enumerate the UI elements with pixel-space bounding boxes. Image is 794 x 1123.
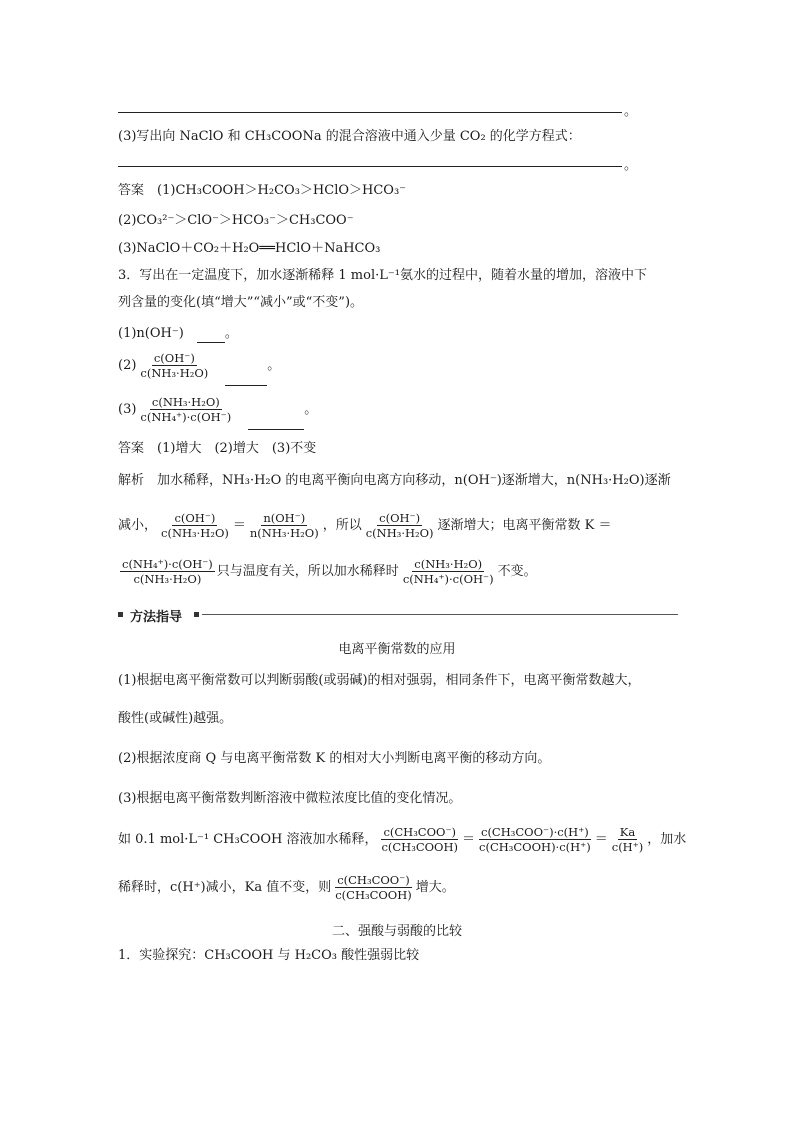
numerator: c(OH⁻) xyxy=(153,351,195,365)
sub-question-1 xyxy=(118,325,238,343)
answer-line-1 xyxy=(118,182,406,200)
fraction xyxy=(610,825,646,854)
fraction xyxy=(138,395,233,424)
sub-question-2 xyxy=(118,346,280,386)
denominator: c(NH₄⁺)·c(OH⁻) xyxy=(140,410,232,424)
method-paragraph-1-line-1: (1)根据电离平衡常数可以判断弱酸(或弱碱)的相对强弱，相同条件下，电离平衡常数越大， xyxy=(118,673,641,688)
denominator: n(NH₃·H₂O) xyxy=(249,526,319,540)
period-mark: 。 xyxy=(267,358,281,373)
numerator: c(CH₃COO⁻) xyxy=(383,825,457,839)
method-example-text: 如 0.1 mol·L⁻¹ CH₃COOH 溶液加水稀释， xyxy=(118,832,378,847)
denominator: c(H⁺) xyxy=(611,840,644,854)
answer-blank-line-1 xyxy=(118,112,622,113)
equals-sign: ＝ xyxy=(232,518,246,533)
analysis-label: 解析 xyxy=(118,473,145,488)
method-example-text: 增大。 xyxy=(415,880,455,895)
equals-sign: ＝ xyxy=(594,832,608,847)
denominator: c(NH₄⁺)·c(OH⁻) xyxy=(402,572,494,586)
fraction xyxy=(477,825,593,854)
answer-2 xyxy=(118,440,316,458)
answer-text: (1)增大 (2)增大 (3)不变 xyxy=(157,441,317,456)
sub-question-1-text: (1)n(OH⁻) xyxy=(118,326,184,341)
analysis-line-3 xyxy=(118,552,537,592)
numerator: c(NH₃·H₂O) xyxy=(151,395,220,409)
denominator: c(CH₃COOH) xyxy=(381,840,458,854)
period-mark: 。 xyxy=(624,158,638,173)
fraction xyxy=(379,825,460,854)
denominator: c(NH₃·H₂O) xyxy=(365,526,434,540)
method-paragraph-1-line-2: 酸性(或碱性)越强。 xyxy=(118,711,233,726)
fill-blank xyxy=(225,373,267,386)
numerator: c(OH⁻) xyxy=(174,511,216,525)
analysis-line-1 xyxy=(118,472,671,490)
method-paragraph-2: (2)根据浓度商 Q 与电离平衡常数 K 的相对大小判断电离平衡的移动方向。 xyxy=(118,751,551,766)
fraction xyxy=(401,557,496,586)
fill-blank xyxy=(197,330,225,343)
answer-line-2: (2)CO₃²⁻＞ClO⁻＞HCO₃⁻＞CH₃COO⁻ xyxy=(118,213,354,228)
period-mark: 。 xyxy=(304,402,318,417)
method-guide-header xyxy=(118,606,678,624)
fraction xyxy=(364,511,436,540)
analysis-text: 不变。 xyxy=(497,564,537,579)
method-example-line-1 xyxy=(118,820,686,860)
period-mark: 。 xyxy=(224,326,238,341)
sub-question-2-prefix: (2) xyxy=(118,358,137,373)
numerator: c(NH₄⁺)·c(OH⁻) xyxy=(122,557,213,571)
method-title: 电离平衡常数的应用 xyxy=(338,642,456,657)
numerator: c(CH₃COO⁻)·c(H⁺) xyxy=(481,825,589,839)
experiment-title: 1．实验探究：CH₃COOH 与 H₂CO₃ 酸性强弱比较 xyxy=(118,948,420,963)
method-example-line-2 xyxy=(118,868,455,908)
answer-label: 答案 xyxy=(118,183,145,198)
fraction xyxy=(159,511,231,540)
answer-label: 答案 xyxy=(118,441,145,456)
sub-question-3 xyxy=(118,390,317,430)
fraction xyxy=(333,873,414,902)
equals-sign: ＝ xyxy=(462,832,476,847)
method-paragraph-3: (3)根据电离平衡常数判断溶液中微粒浓度比值的变化情况。 xyxy=(118,791,462,806)
denominator: c(CH₃COOH)·c(H⁺) xyxy=(479,840,591,854)
answer-blank-line-2 xyxy=(118,166,622,167)
square-bullet-icon xyxy=(118,612,123,617)
numerator: c(CH₃COO⁻) xyxy=(337,873,410,887)
fraction xyxy=(138,351,210,380)
period-mark: 。 xyxy=(624,104,638,119)
analysis-text: 只与温度有关，所以加水稀释时 xyxy=(216,564,399,579)
question-stem-line-2: 列含量的变化(填“增大”“减小”或“不变”)。 xyxy=(118,295,364,310)
denominator: c(NH₃·H₂O) xyxy=(133,572,202,586)
question-stem-line-1: 3．写出在一定温度下，加水逐渐稀释 1 mol·L⁻¹氨水的过程中，随着水量的增加，溶液中下 xyxy=(118,268,647,283)
numerator: n(OH⁻) xyxy=(263,511,306,525)
denominator: c(NH₃·H₂O) xyxy=(140,366,209,380)
analysis-text: 减小， xyxy=(118,518,158,533)
answer-line-3: (3)NaClO＋CO₂＋H₂O══HClO＋NaHCO₃ xyxy=(118,241,381,256)
numerator: c(OH⁻) xyxy=(379,511,421,525)
method-example-text: ，加水 xyxy=(647,832,687,847)
divider xyxy=(202,614,678,615)
denominator: c(NH₃·H₂O) xyxy=(161,526,229,540)
analysis-text: ，所以 xyxy=(322,518,362,533)
analysis-text: 加水稀释，NH₃·H₂O 的电离平衡向电离方向移动，n(OH⁻)逐渐增大，n(NH₃·H₂O)逐渐 xyxy=(157,473,671,488)
answer-text: (1)CH₃COOH＞H₂CO₃＞HClO＞HCO₃⁻ xyxy=(157,183,407,198)
denominator: c(CH₃COOH) xyxy=(335,888,412,902)
numerator: c(NH₃·H₂O) xyxy=(414,557,483,571)
section-title: 二、强酸与弱酸的比较 xyxy=(331,924,462,939)
fraction xyxy=(248,511,321,540)
fraction xyxy=(120,557,215,586)
square-bullet-icon xyxy=(194,612,199,617)
analysis-text: 逐渐增大；电离平衡常数 K ＝ xyxy=(437,518,612,533)
sub-question-3-prefix: (3) xyxy=(118,402,137,417)
question-3-prompt: (3)写出向 NaClO 和 CH₃COONa 的混合溶液中通入少量 CO₂ 的化学方程式： xyxy=(118,129,581,144)
fill-blank xyxy=(248,417,304,430)
numerator: Ka xyxy=(619,825,636,839)
method-guide-label: 方法指导 xyxy=(130,610,183,625)
analysis-line-2 xyxy=(118,506,612,546)
method-example-text: 稀释时，c(H⁺)减小，Ka 值不变，则 xyxy=(118,880,332,895)
